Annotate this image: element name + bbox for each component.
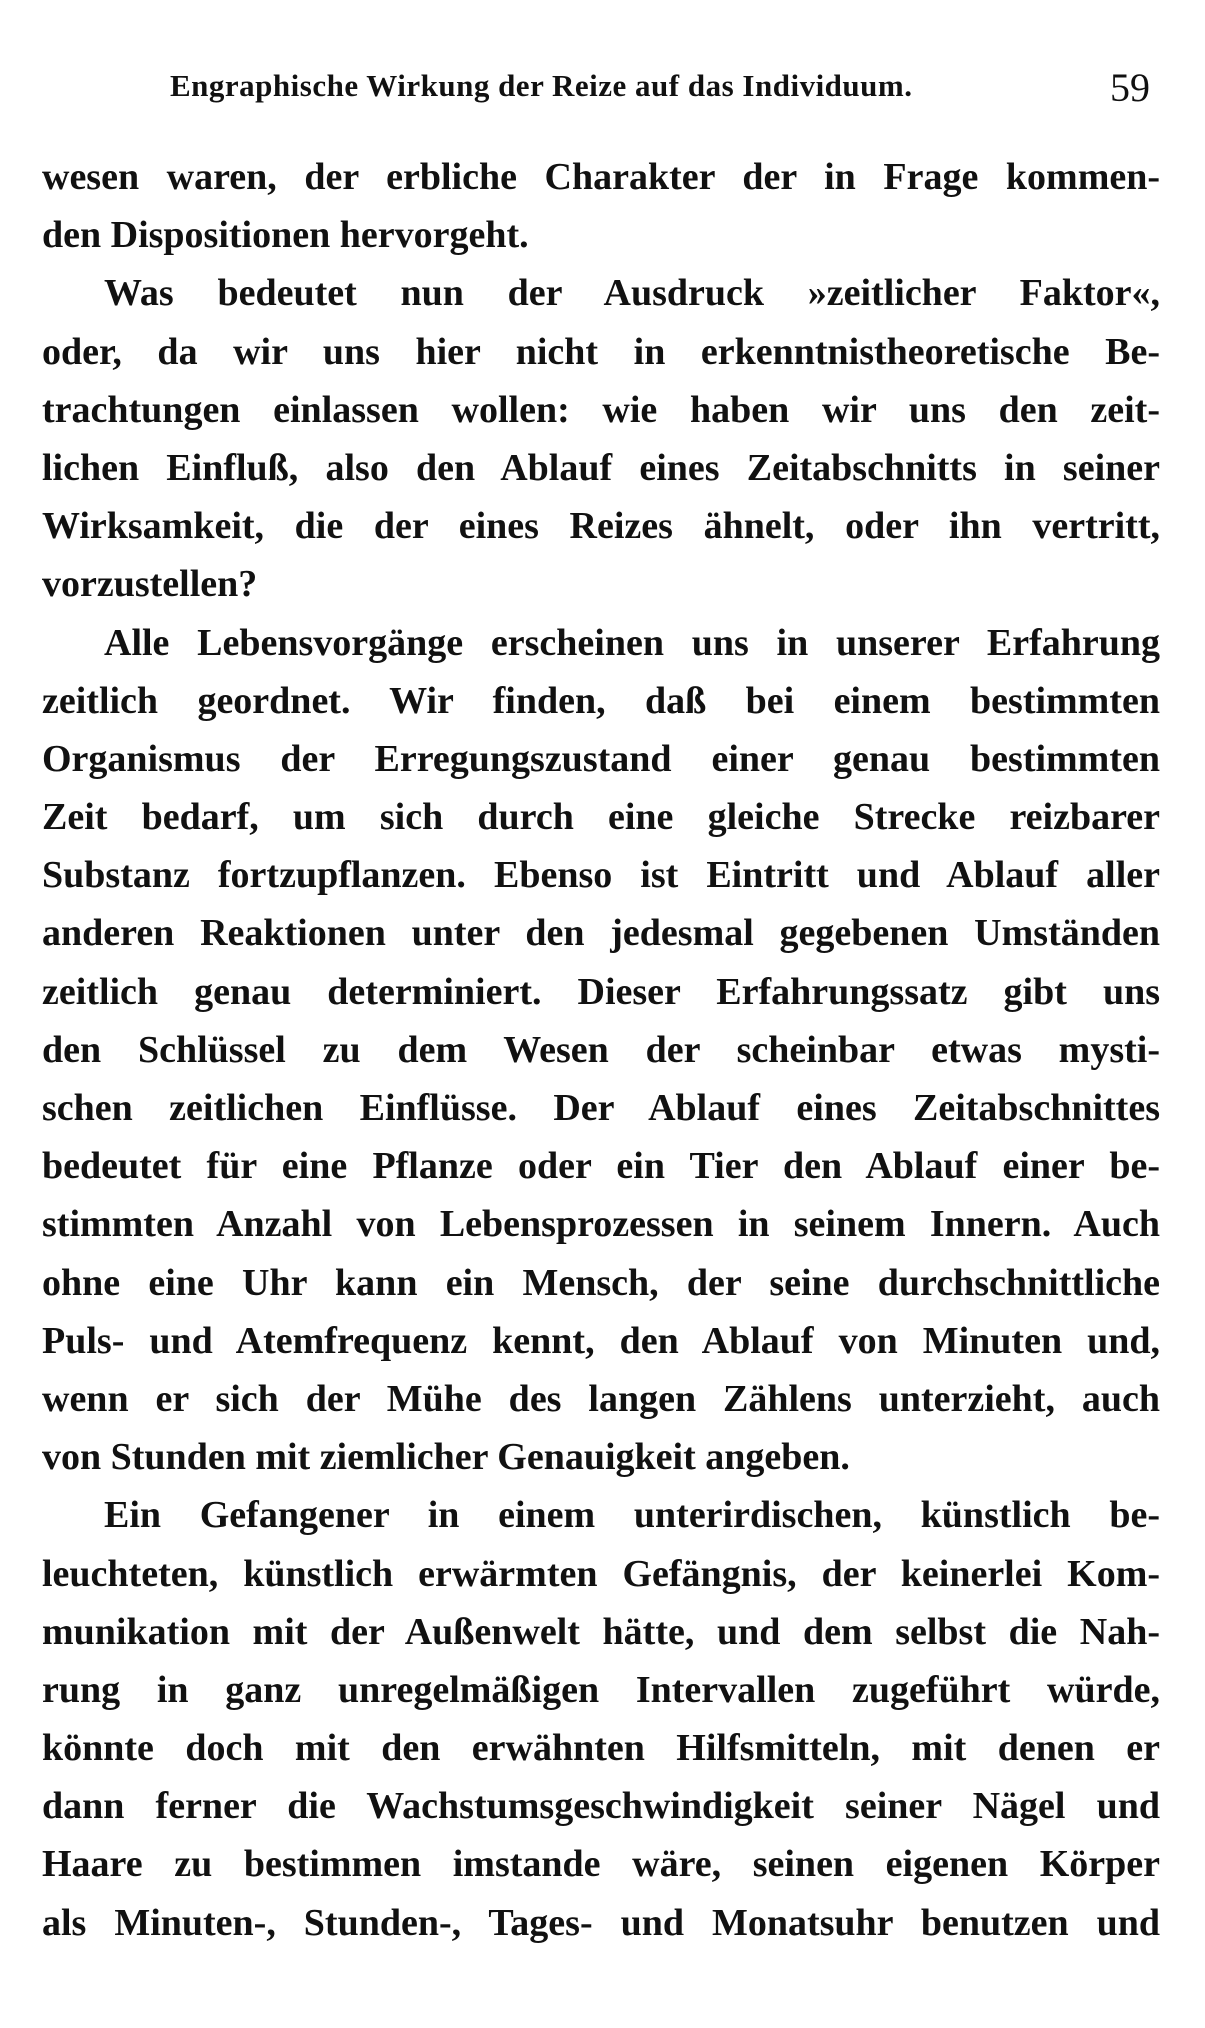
text-line: Organismus der Erregungszustand einer genau bestimmten [42,737,1160,780]
paragraph-start-line: Was bedeutet nun der Ausdruck »zeitlicher Faktor«, [104,272,1160,315]
text-line: munikation mit der Außenwelt hätte, und dem selbst die Nah- [42,1610,1160,1653]
page-number: 59 [1110,65,1150,110]
text-line: ohne eine Uhr kann ein Mensch, der seine durchschnittliche [42,1261,1160,1304]
paragraph-start-line: Ein Gefangener in einem unterirdischen, künstlich be- [104,1494,1160,1537]
text-line: zeitlich genau determiniert. Dieser Erfahrungssatz gibt uns [42,970,1160,1013]
body-text [42,148,1160,1952]
text-line: anderen Reaktionen unter den jedesmal gegebenen Umständen [42,912,1160,955]
running-head [170,65,1150,118]
paragraph-start-line: Alle Lebensvorgänge erscheinen uns in unserer Erfahrung [104,621,1160,664]
text-line: Wirksamkeit, die der eines Reizes ähnelt, oder ihn vertritt, [42,505,1160,548]
text-line: oder, da wir uns hier nicht in erkenntnistheoretische Be- [42,330,1160,373]
text-line: zeitlich geordnet. Wir finden, daß bei einem bestimmten [42,679,1160,722]
text-line: Haare zu bestimmen imstande wäre, seinen eigenen Körper [42,1843,1160,1886]
text-line: den Schlüssel zu dem Wesen der scheinbar etwas mysti- [42,1028,1160,1071]
text-line: dann ferner die Wachstumsgeschwindigkeit seiner Nägel und [42,1785,1160,1828]
text-line: wesen waren, der erbliche Charakter der in Frage kommen- [42,156,1160,198]
text-line: von Stunden mit ziemlicher Genauigkeit angeben. [42,1436,850,1479]
text-line: trachtungen einlassen wollen: wie haben wir uns den zeit- [42,388,1160,431]
text-line: lichen Einfluß, also den Ablauf eines Zeitabschnitts in seiner [42,446,1160,489]
text-line: schen zeitlichen Einflüsse. Der Ablauf eines Zeitabschnittes [42,1087,1160,1129]
text-line: rung in ganz unregelmäßigen Intervallen zugeführt würde, [42,1668,1160,1711]
text-line: bedeutet für eine Pflanze oder ein Tier den Ablauf einer be- [42,1145,1160,1188]
text-line: vorzustellen? [42,563,258,606]
text-line: den Dispositionen hervorgeht. [42,214,529,257]
text-line: leuchteten, künstlich erwärmten Gefängnis, der keinerlei Kom- [42,1552,1160,1595]
text-line: als Minuten-, Stunden-, Tages- und Monatsuhr benutzen und [42,1901,1160,1944]
text-line: wenn er sich der Mühe des langen Zählens unterzieht, auch [42,1377,1160,1420]
text-line: könnte doch mit den erwähnten Hilfsmitteln, mit denen er [42,1727,1160,1770]
text-line: Substanz fortzupflanzen. Ebenso ist Eintritt und Ablauf aller [42,854,1160,897]
text-line: Zeit bedarf, um sich durch eine gleiche Strecke reizbarer [42,796,1160,839]
text-line: stimmten Anzahl von Lebensprozessen in seinem Innern. Auch [42,1203,1160,1246]
running-title: Engraphische Wirkung der Reize auf das Individuum. [170,68,913,103]
text-line: Puls- und Atemfrequenz kennt, den Ablauf von Minuten und, [42,1319,1160,1362]
